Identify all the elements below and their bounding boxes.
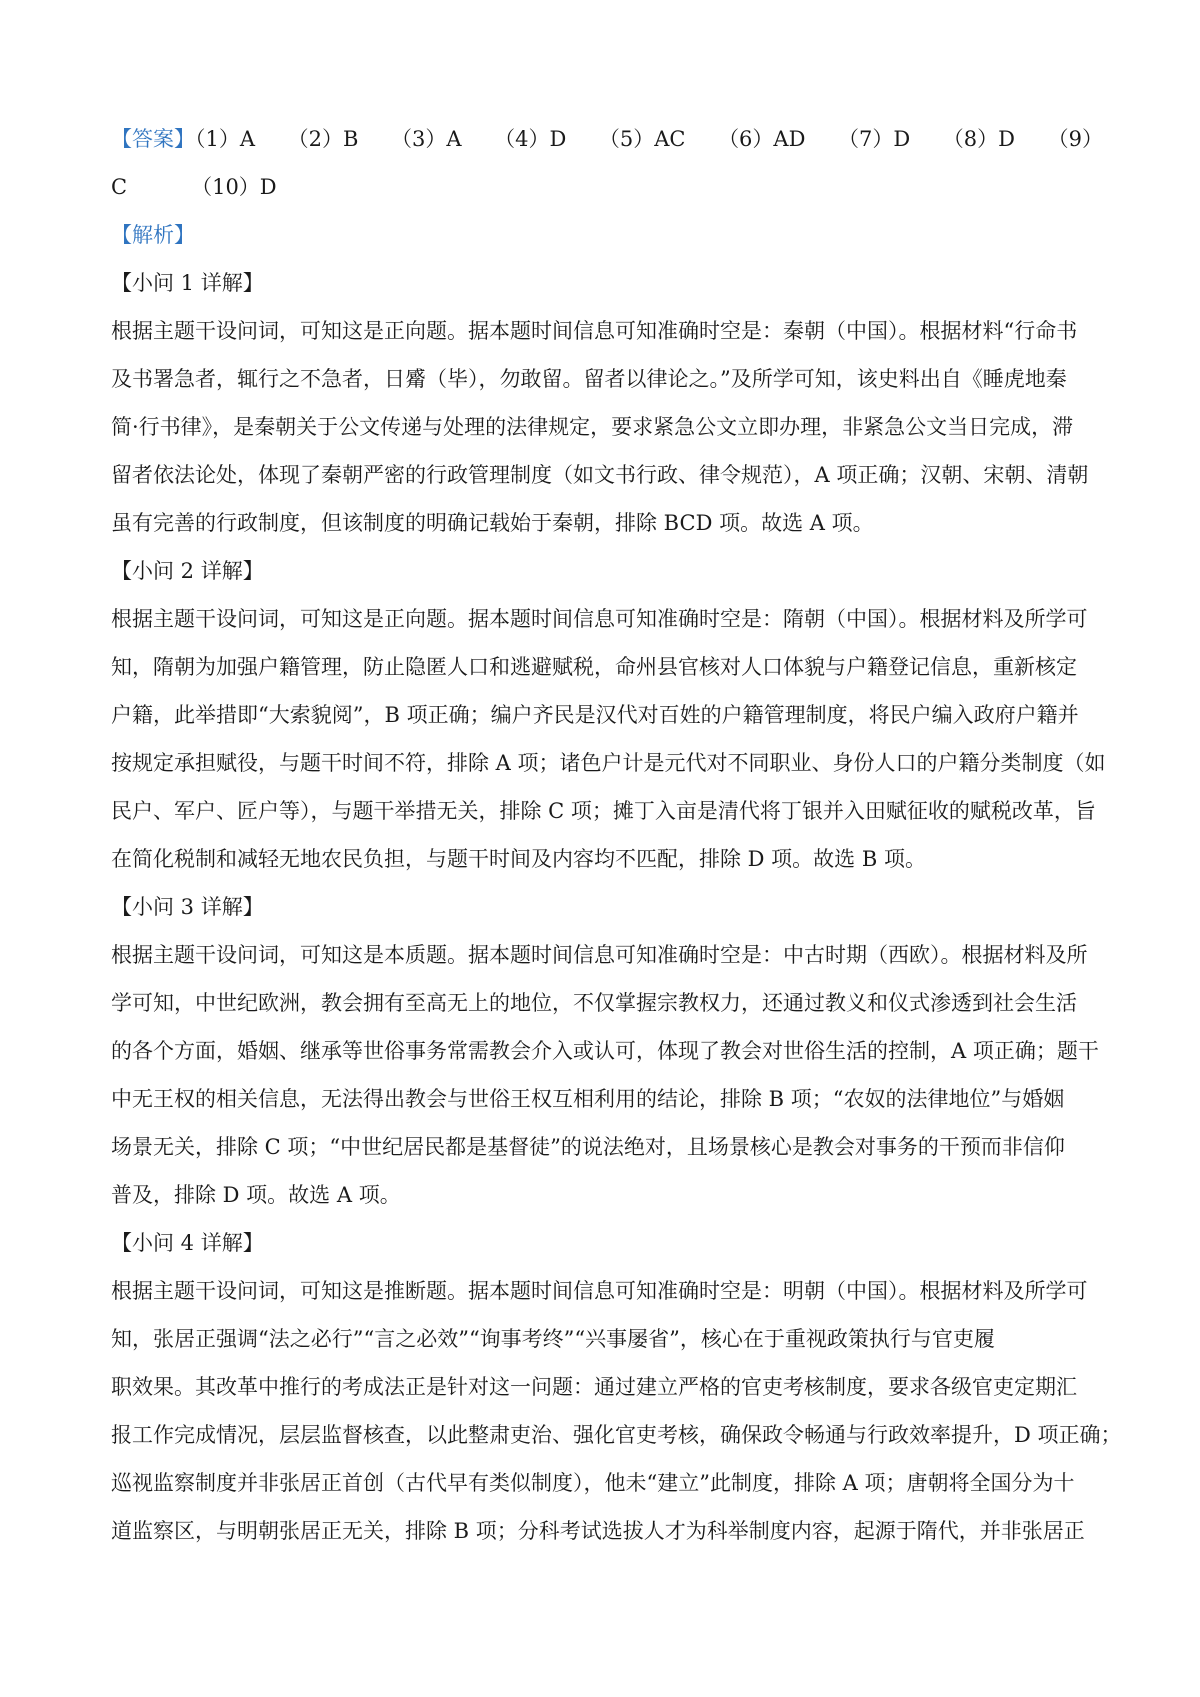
paragraph-line: 报工作完成情况，层层监督核查，以此整肃吏治、强化官吏考核，确保政令畅通与行政效率提升，D 项正确；	[111, 1423, 1122, 1447]
paragraph-line: 根据主题干设问词，可知这是本质题。据本题时间信息可知准确时空是：中古时期（西欧）。根据材料及所	[111, 943, 1088, 967]
section-title: 【小问 4 详解】	[111, 1231, 264, 1255]
answer-item: （10）D	[191, 175, 277, 199]
paragraph-line: 根据主题干设问词，可知这是正向题。据本题时间信息可知准确时空是：隋朝（中国）。根据材料及所学可	[111, 607, 1088, 631]
document-content	[111, 115, 1122, 1555]
paragraph-line: 学可知，中世纪欧洲，教会拥有至高无上的地位，不仅掌握宗教权力，还通过教义和仪式渗透到社会生活	[111, 991, 1077, 1015]
section-title: 【小问 2 详解】	[111, 559, 264, 583]
paragraph-line: 普及，排除 D 项。故选 A 项。	[111, 1183, 401, 1207]
section-title: 【小问 1 详解】	[111, 271, 264, 295]
paragraph-line: 知，隋朝为加强户籍管理，防止隐匿人口和逃避赋税，命州县官核对人口体貌与户籍登记信息，重新核定	[111, 655, 1077, 679]
paragraph-line: 职效果。其改革中推行的考成法正是针对这一问题：通过建立严格的官吏考核制度，要求各级官吏定期汇	[111, 1375, 1077, 1399]
answer-item: （8）D	[942, 127, 1015, 151]
section-2	[111, 547, 1106, 883]
analysis-heading: 【解析】	[111, 223, 195, 247]
section-title: 【小问 3 详解】	[111, 895, 264, 919]
answer-label: 【答案】	[111, 127, 195, 151]
section-1	[111, 259, 1103, 547]
answer-line	[111, 115, 1103, 163]
paragraph-line: 虽有完善的行政制度，但该制度的明确记载始于秦朝，排除 BCD 项。故选 A 项。	[111, 511, 874, 535]
paragraph-line: 按规定承担赋役，与题干时间不符，排除 A 项；诸色户计是元代对不同职业、身份人口的户籍分类制度（如	[111, 751, 1106, 775]
paragraph-line: 场景无关，排除 C 项；“中世纪居民都是基督徒”的说法绝对，且场景核心是教会对事务的干预而非信仰	[111, 1135, 1065, 1159]
answer-item: （7）D	[838, 127, 911, 151]
paragraph-line: 及书署急者，辄行之不急者，日觱（毕），勿敢留。留者以律论之。”及所学可知，该史料出自《睡虎地秦	[111, 367, 1067, 391]
answer-line-continued	[111, 163, 1103, 211]
paragraph-line: 民户、军户、匠户等），与题干举措无关，排除 C 项；摊丁入亩是清代将丁银并入田赋征收的赋税改革，旨	[111, 799, 1096, 823]
answer-item: （9）	[1047, 127, 1103, 151]
answer-item: C	[111, 175, 128, 199]
paragraph-line: 在简化税制和减轻无地农民负担，与题干时间及内容均不匹配，排除 D 项。故选 B 项。	[111, 847, 926, 871]
answer-item: （5）AC	[598, 127, 686, 151]
paragraph-line: 知，张居正强调“法之必行”“言之必效”“询事考终”“兴事屡省”，核心在于重视政策执行与官吏履	[111, 1327, 995, 1351]
answer-item: （4）D	[494, 127, 567, 151]
section-4	[111, 1219, 1122, 1555]
answer-item: （2）B	[287, 127, 359, 151]
paragraph-line: 根据主题干设问词，可知这是推断题。据本题时间信息可知准确时空是：明朝（中国）。根据材料及所学可	[111, 1279, 1088, 1303]
paragraph-line: 中无王权的相关信息，无法得出教会与世俗王权互相利用的结论，排除 B 项；“农奴的法律地位”与婚姻	[111, 1087, 1065, 1111]
paragraph-line: 道监察区，与明朝张居正无关，排除 B 项；分科考试选拔人才为科举制度内容，起源于隋代，并非张居正	[111, 1519, 1085, 1543]
answer-item: （1）A	[195, 127, 256, 151]
answer-item: （3）A	[390, 127, 462, 151]
answer-group-1	[111, 115, 255, 163]
answer-item: （6）AD	[718, 127, 806, 151]
paragraph-line: 户籍，此举措即“大索貌阅”，B 项正确；编户齐民是汉代对百姓的户籍管理制度，将民户编入政府户籍并	[111, 703, 1079, 727]
paragraph-line: 简·行书律》，是秦朝关于公文传递与处理的法律规定，要求紧急公文立即办理，非紧急公文当日完成，滞	[111, 415, 1074, 439]
paragraph-line: 根据主题干设问词，可知这是正向题。据本题时间信息可知准确时空是：秦朝（中国）。根据材料“行命书	[111, 319, 1078, 343]
paragraph-line: 巡视监察制度并非张居正首创（古代早有类似制度），他未“建立”此制度，排除 A 项；唐朝将全国分为十	[111, 1471, 1075, 1495]
paragraph-line: 的各个方面，婚姻、继承等世俗事务常需教会介入或认可，体现了教会对世俗生活的控制，A 项正确；题干	[111, 1039, 1099, 1063]
section-3	[111, 883, 1103, 1219]
paragraph-line: 留者依法论处，体现了秦朝严密的行政管理制度（如文书行政、律令规范），A 项正确；汉朝、宋朝、清朝	[111, 463, 1089, 487]
